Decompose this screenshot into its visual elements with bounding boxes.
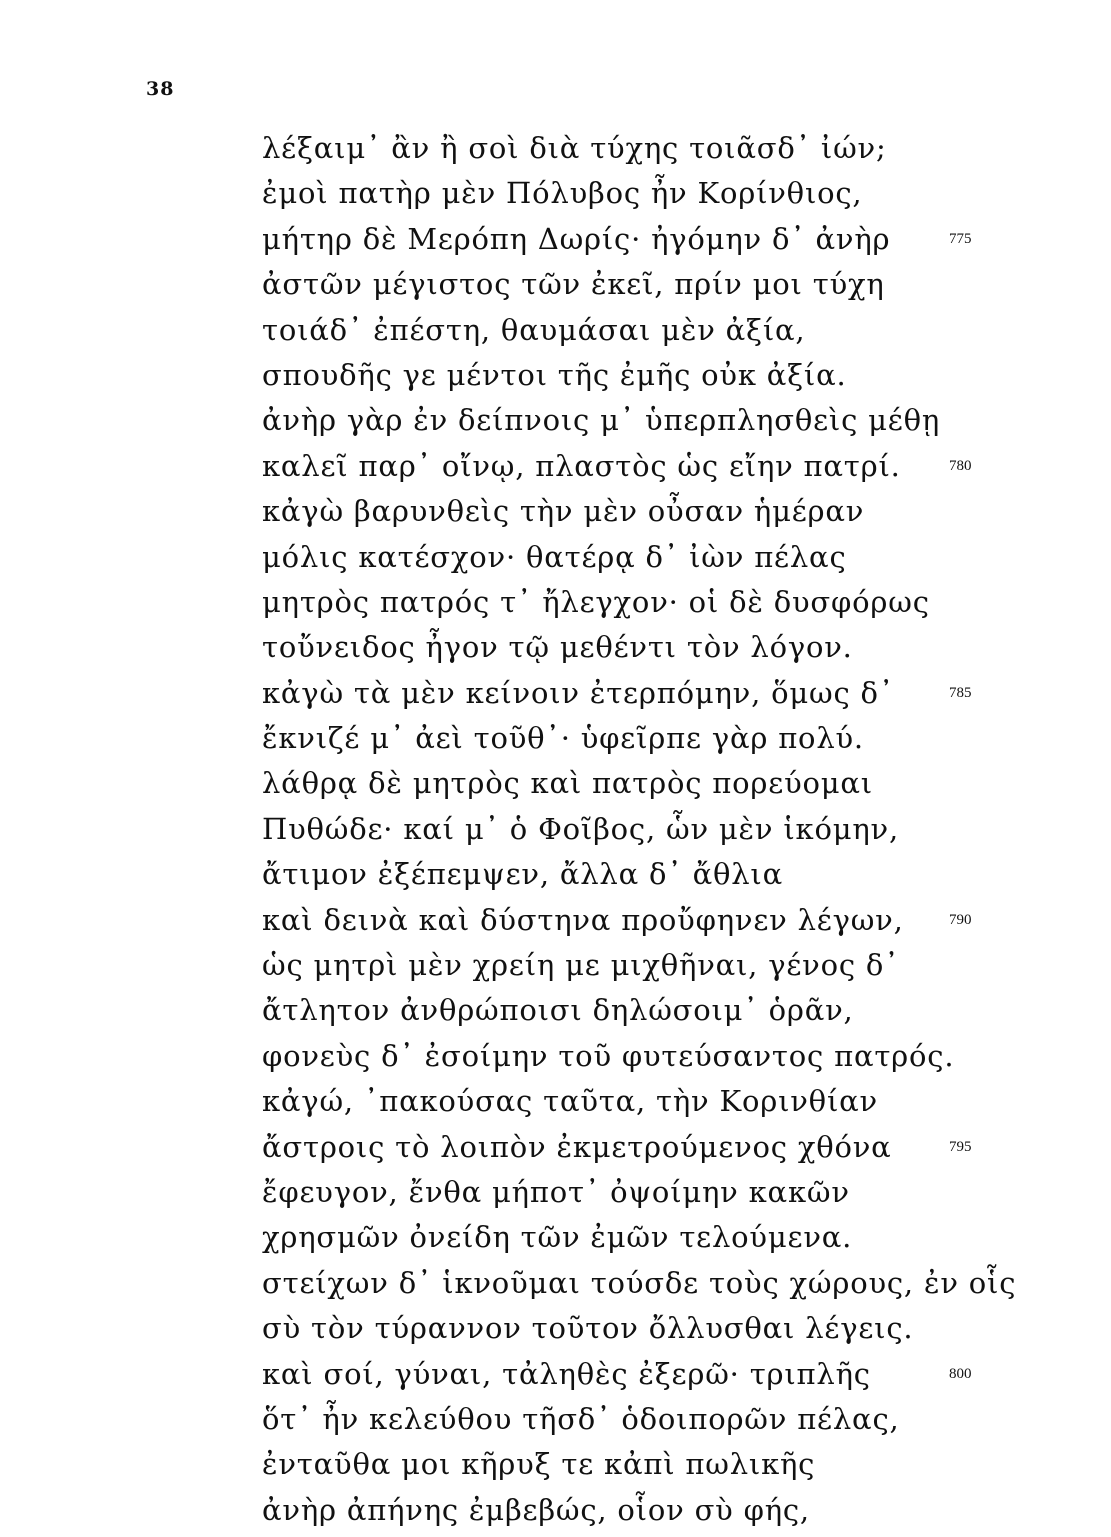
verse-line <box>262 852 1062 897</box>
verse-line <box>262 807 1062 852</box>
verse-line <box>262 1170 1062 1215</box>
verse-text: ἄτλητον ἀνθρώποισι δηλώσοιμ᾽ ὁρᾶν, <box>262 993 854 1028</box>
verse-text: ἐνταῦθα μοι κῆρυξ τε κἀπὶ πωλικῆς <box>262 1447 816 1482</box>
verse-text: ἄστροις τὸ λοιπὸν ἐκμετρούμενος χθόνα <box>262 1129 892 1164</box>
verse-text: φονεὺς δ᾽ ἐσοίμην τοῦ φυτεύσαντος πατρός. <box>262 1038 955 1073</box>
verse-line <box>262 126 1062 171</box>
verse-line <box>262 308 1062 353</box>
line-number: 790 <box>949 911 972 928</box>
verse-text: μητρὸς πατρός τ᾽ ἤλεγχον· οἱ δὲ δυσφόρως <box>262 584 930 619</box>
verse-line <box>262 1442 1062 1487</box>
line-number: 800 <box>949 1365 972 1382</box>
verse-line <box>262 1034 1062 1079</box>
verse-line <box>262 943 1062 988</box>
verse-text: μήτηρ δὲ Μερόπη Δωρίς· ἠγόμην δ᾽ ἀνὴρ <box>262 221 891 256</box>
verse-text: λάθρᾳ δὲ μητρὸς καὶ πατρὸς πορεύομαι <box>262 766 873 801</box>
verse-line <box>262 262 1062 307</box>
line-number: 780 <box>949 457 972 474</box>
page-number: 38 <box>146 78 175 100</box>
verse-text: στείχων δ᾽ ἱκνοῦμαι τούσδε τοὺς χώρους, ἐν οἷς <box>262 1265 1017 1300</box>
verse-text: τοιάδ᾽ ἐπέστη, θαυμάσαι μὲν ἀξία, <box>262 312 806 347</box>
verse-text: ἀστῶν μέγιστος τῶν ἐκεῖ, πρίν μοι τύχη <box>262 267 885 302</box>
verse-text: ὡς μητρὶ μὲν χρείη με μιχθῆναι, γένος δ᾽ <box>262 948 900 983</box>
verse-line <box>262 1215 1062 1260</box>
verse-text: ὅτ᾽ ἦν κελεύθου τῆσδ᾽ ὁδοιπορῶν πέλας, <box>262 1401 900 1436</box>
verse-line <box>262 671 1062 716</box>
verse-text: κἀγὼ τὰ μὲν κείνοιν ἐτερπόμην, ὅμως δ᾽ <box>262 675 895 710</box>
line-number: 775 <box>949 230 972 247</box>
verse-line <box>262 1352 1062 1397</box>
verse-line <box>262 1397 1062 1442</box>
line-number: 795 <box>949 1138 972 1155</box>
verse-line <box>262 625 1062 670</box>
verse-text: καὶ σοί, γύναι, τἀληθὲς ἐξερῶ· τριπλῆς <box>262 1356 871 1391</box>
verse-line <box>262 217 1062 262</box>
verse-line <box>262 716 1062 761</box>
verse-text: ἔκνιζέ μ᾽ ἀεὶ τοῦθ᾽· ὑφεῖρπε γὰρ πολύ. <box>262 721 864 756</box>
verse-line <box>262 988 1062 1033</box>
verse-text: ἐμοὶ πατὴρ μὲν Πόλυβος ἦν Κορίνθιος, <box>262 176 863 211</box>
verse-text: ἄτιμον ἐξέπεμψεν, ἄλλα δ᾽ ἄθλια <box>262 857 783 892</box>
verse-text: καλεῖ παρ᾽ οἴνῳ, πλαστὸς ὡς εἴην πατρί. <box>262 448 901 483</box>
verse-line <box>262 1261 1062 1306</box>
verse-text: χρησμῶν ὀνείδη τῶν ἐμῶν τελούμενα. <box>262 1220 853 1255</box>
verse-line <box>262 171 1062 216</box>
verse-text: σπουδῆς γε μέντοι τῆς ἐμῆς οὐκ ἀξία. <box>262 357 847 392</box>
verse-text: σὺ τὸν τύραννον τοῦτον ὄλλυσθαι λέγεις. <box>262 1311 914 1346</box>
verse-text: κἀγώ, ᾽πακούσας ταῦτα, τὴν Κορινθίαν <box>262 1084 878 1119</box>
verse-line <box>262 444 1062 489</box>
verse-text: ἀνὴρ ἀπήνης ἐμβεβώς, οἷον σὺ φής, <box>262 1492 810 1527</box>
verse-text: λέξαιμ᾽ ἂν ἢ σοὶ διὰ τύχης τοιᾶσδ᾽ ἰών; <box>262 131 887 165</box>
verse-line <box>262 353 1062 398</box>
verse-text: τοὔνειδος ἦγον τῷ μεθέντι τὸν λόγον. <box>262 630 853 665</box>
verse-line <box>262 1306 1062 1351</box>
verse-line <box>262 761 1062 806</box>
verse-line <box>262 1079 1062 1124</box>
line-number: 785 <box>949 684 972 701</box>
verse-line <box>262 1125 1062 1170</box>
verse-text: καὶ δεινὰ καὶ δύστηνα προὔφηνεν λέγων, <box>262 902 904 937</box>
verse-text: ἔφευγον, ἔνθα μήποτ᾽ ὀψοίμην κακῶν <box>262 1174 850 1209</box>
verse-text: μόλις κατέσχον· θατέρᾳ δ᾽ ἰὼν πέλας <box>262 539 847 574</box>
verse-line <box>262 1488 1062 1533</box>
verse-line <box>262 898 1062 943</box>
verse-block <box>262 126 1062 1533</box>
verse-text: κἀγὼ βαρυνθεὶς τὴν μὲν οὖσαν ἡμέραν <box>262 494 865 529</box>
verse-text: ἀνὴρ γὰρ ἐν δείπνοις μ᾽ ὑπερπλησθεὶς μέθῃ <box>262 403 941 438</box>
verse-line <box>262 580 1062 625</box>
verse-line <box>262 398 1062 443</box>
verse-text: Πυθώδε· καί μ᾽ ὁ Φοῖβος, ὧν μὲν ἱκόμην, <box>262 811 899 846</box>
verse-line <box>262 535 1062 580</box>
verse-line <box>262 489 1062 534</box>
